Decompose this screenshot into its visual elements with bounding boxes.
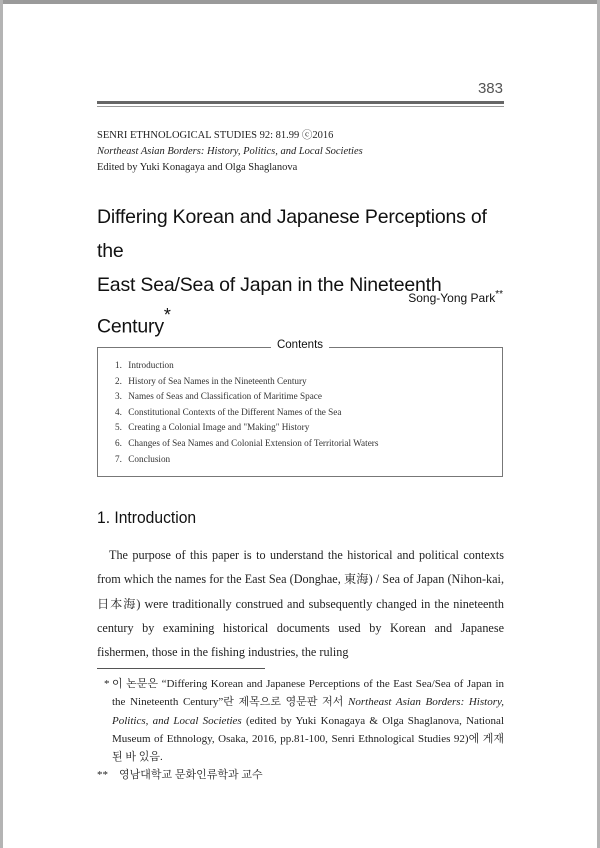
footnote-1-mark: *: [104, 678, 110, 690]
contents-item-label: History of Sea Names in the Nineteenth Century: [128, 375, 307, 386]
contents-item: [115, 452, 378, 468]
footnote-2-text: 영남대학교 문화인류학과 교수: [119, 769, 263, 782]
contents-item-label: Names of Seas and Classification of Maritime Space: [128, 391, 322, 402]
contents-item-number: 2.: [115, 375, 122, 386]
author-name: Song-Yong Park: [408, 291, 496, 305]
contents-item-number: 7.: [115, 453, 122, 464]
footnote-separator: [97, 668, 265, 669]
footnote-1-text-end: (edited by Yuki Konagaya & Olga Shaglanova, National Museum of Ethnology, Osaka, 2016, pp.81-100, Senri Ethnological Studies 92)에 게재된 바 있음.: [112, 714, 504, 764]
contents-item-number: 5.: [115, 422, 122, 433]
contents-item: [115, 436, 378, 452]
contents-item-label: Introduction: [128, 360, 174, 370]
article-title: [97, 200, 507, 344]
contents-box: [97, 339, 503, 477]
footnote-1-book-title: Northeast Asian Borders: History, Politics, and Local Societies: [112, 696, 504, 727]
contents-item: [115, 389, 378, 405]
page-number: 383: [477, 80, 503, 97]
contents-item: [115, 358, 378, 374]
author-footnote-mark: **: [495, 289, 503, 300]
left-frame-border: [0, 0, 3, 848]
footnotes: [97, 675, 504, 785]
footnote-1-text: 이 논문은 “Differing Korean and Japanese Perceptions of the East Sea/Sea of Japan in the Nineteenth Century”란 제목으로 영문판 저서: [112, 678, 504, 709]
editors-line: Edited by Yuki Konagaya and Olga Shaglanova: [97, 162, 298, 173]
contents-item-number: 3.: [115, 391, 122, 402]
contents-item-label: Constitutional Contexts of the Different Names of the Sea: [128, 406, 342, 417]
contents-list: [115, 358, 378, 467]
publication-meta: [97, 128, 363, 176]
contents-item-label: Changes of Sea Names and Colonial Extension of Territorial Waters: [128, 437, 379, 448]
title-footnote-mark: *: [163, 305, 171, 325]
title-line-2-text: East Sea/Sea of Japan in the Nineteenth Century: [97, 274, 442, 338]
contents-item-label: Creating a Colonial Image and "Making" History: [128, 422, 310, 433]
header-rule-thin: [97, 106, 504, 107]
footnote-2-mark: **: [97, 769, 108, 782]
section-heading-introduction: 1. Introduction: [97, 508, 197, 527]
top-frame-border: [0, 0, 600, 4]
volume-title: Northeast Asian Borders: History, Politics, and Local Societies: [97, 146, 363, 157]
body-text: [97, 543, 504, 664]
contents-item: [115, 374, 378, 390]
contents-item-number: 6.: [115, 437, 122, 448]
contents-item: [115, 405, 378, 421]
contents-item-label: Conclusion: [128, 453, 171, 464]
journal-line: SENRI ETHNOLOGICAL STUDIES 92: 81.99 ⓒ2016: [97, 130, 334, 141]
footnote-1: [97, 675, 504, 766]
contents-item: [115, 420, 378, 436]
author-line: [408, 289, 503, 305]
title-line-1: Differing Korean and Japanese Perceptions of the: [97, 206, 487, 262]
title-line-2: [97, 268, 507, 344]
intro-paragraph: The purpose of this paper is to understand the historical and political contexts from which the names for the East Sea (Donghae, 東海) / Sea of Japan (Nihon-kai, 日本海) were traditionally construed and subsequently changed in the nineteenth century by examining historical documents used by Korean and Japanese fishermen, those in the fishing industries, the ruling: [97, 548, 504, 660]
contents-item-number: 1.: [115, 360, 122, 370]
header-rule: [97, 101, 504, 104]
contents-item-number: 4.: [115, 406, 122, 417]
footnote-2: [97, 766, 504, 784]
contents-heading: Contents: [271, 339, 329, 351]
